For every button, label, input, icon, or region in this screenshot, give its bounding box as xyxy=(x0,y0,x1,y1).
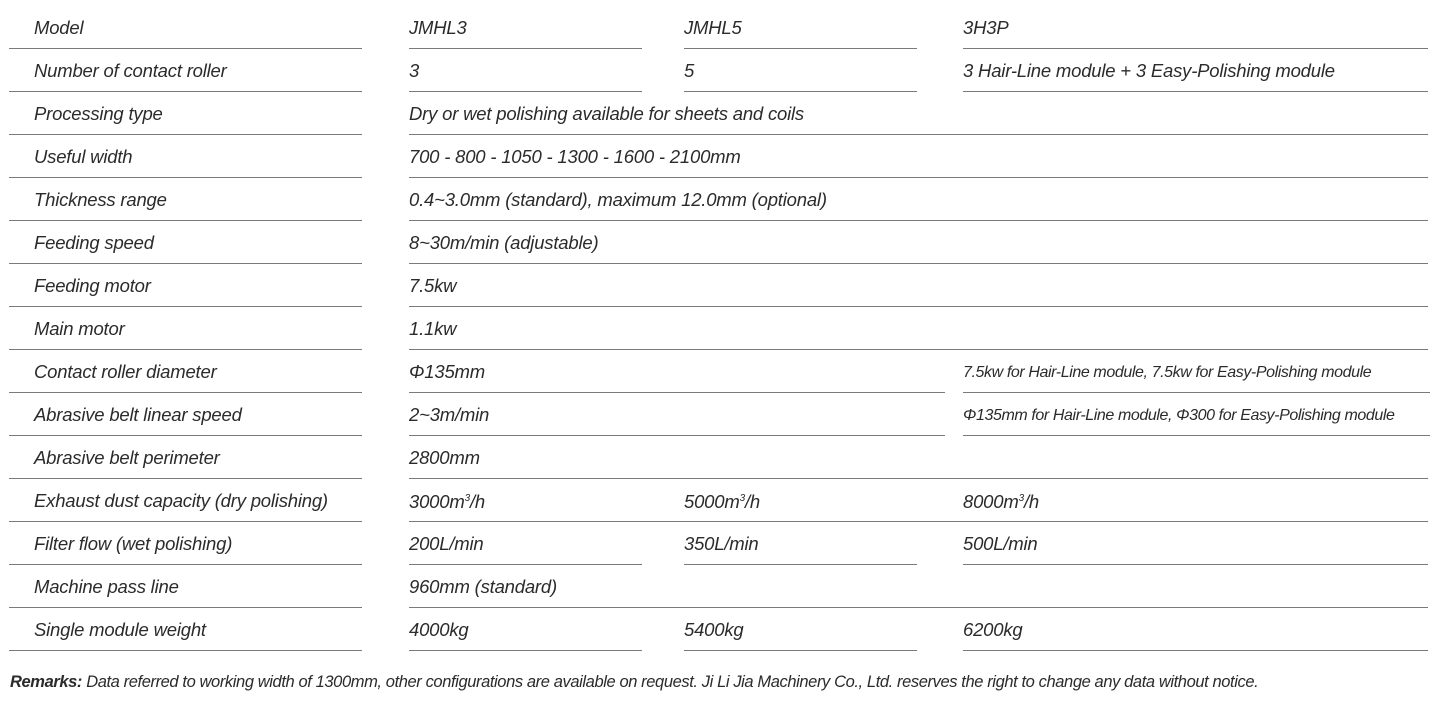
value-text: 5 xyxy=(684,60,695,81)
value-text xyxy=(409,491,485,513)
spec-value-all xyxy=(409,436,1428,479)
spec-row-machine-pass-line xyxy=(0,565,1448,608)
value-text: 6200kg xyxy=(963,619,1023,640)
value-text: 1.1kw xyxy=(409,318,457,339)
label-text: Feeding motor xyxy=(34,275,151,296)
spec-value-jmhl3 xyxy=(409,6,642,49)
value-text: Φ135mm for Hair-Line module, Φ300 for Easy-Polishing module xyxy=(963,407,1395,424)
label-text: Single module weight xyxy=(34,619,206,640)
spec-value-3h3p xyxy=(963,6,1428,49)
spec-row-model xyxy=(0,6,1448,49)
label-text: Abrasive belt perimeter xyxy=(34,447,220,468)
spec-label xyxy=(9,307,362,350)
label-text: Exhaust dust capacity (dry polishing) xyxy=(34,490,328,511)
value-text: 7.5kw xyxy=(409,275,457,296)
unit-superscript: 3 xyxy=(1018,493,1024,504)
spec-value-jmhl3 xyxy=(409,608,642,651)
spec-label xyxy=(9,178,362,221)
spec-value-3h3p xyxy=(963,49,1428,92)
value-text: 2~3m/min xyxy=(409,404,490,425)
value-text: 4000kg xyxy=(409,619,469,640)
label-text: Feeding speed xyxy=(34,232,154,253)
value-text xyxy=(963,491,1039,513)
label-text: Main motor xyxy=(34,318,125,339)
unit-superscript: 3 xyxy=(464,493,470,504)
unit-superscript: 3 xyxy=(739,493,745,504)
spec-label xyxy=(9,92,362,135)
value-number: 8000m xyxy=(963,491,1019,512)
value-number: 5000m xyxy=(684,491,740,512)
label-text: Useful width xyxy=(34,146,133,167)
unit-suffix: /h xyxy=(469,491,485,512)
spec-value-3h3p xyxy=(963,350,1430,393)
spec-row-number-of-contact-roller xyxy=(0,49,1448,92)
label-text: Machine pass line xyxy=(34,576,179,597)
unit-suffix: /h xyxy=(744,491,760,512)
spec-value-jmhl5 xyxy=(684,522,917,565)
label-text: Contact roller diameter xyxy=(34,361,217,382)
value-text: Φ135mm xyxy=(409,361,485,382)
label-text: Processing type xyxy=(34,103,163,124)
spec-value-all xyxy=(409,565,1428,608)
remarks-title: Remarks: xyxy=(10,673,83,691)
spec-row-filter-flow xyxy=(0,522,1448,565)
spec-row-thickness-range xyxy=(0,178,1448,221)
value-text: 3H3P xyxy=(963,17,1009,38)
value-text: JMHL3 xyxy=(409,17,467,38)
spec-label xyxy=(9,393,362,436)
value-text: 500L/min xyxy=(963,533,1038,554)
spec-row-abrasive-belt-perimeter xyxy=(0,436,1448,479)
spec-row-feeding-motor xyxy=(0,264,1448,307)
value-text: 7.5kw for Hair-Line module, 7.5kw for Easy-Polishing module xyxy=(963,364,1372,381)
spec-value-3h3p xyxy=(963,608,1428,651)
spec-row-feeding-speed xyxy=(0,221,1448,264)
spec-value-all xyxy=(409,264,1428,307)
remarks-text: Data referred to working width of 1300mm, other configurations are available on request. Ji Li Jia Machinery Co., Ltd. reserves the right to change any data without notice. xyxy=(82,673,1259,691)
spec-label xyxy=(9,264,362,307)
spec-row-contact-roller-diameter xyxy=(0,350,1448,393)
value-text: 700 - 800 - 1050 - 1300 - 1600 - 2100mm xyxy=(409,146,741,167)
spec-value-3h3p xyxy=(963,479,1428,522)
value-text: 2800mm xyxy=(409,447,480,468)
spec-label xyxy=(9,565,362,608)
spec-value-jmhl5 xyxy=(684,6,917,49)
spec-value-all xyxy=(409,135,1428,178)
value-text: 3 Hair-Line module + 3 Easy-Polishing module xyxy=(963,60,1335,81)
value-text: 8~30m/min (adjustable) xyxy=(409,232,599,253)
spec-label xyxy=(9,350,362,393)
spec-value-jmhl3 xyxy=(409,49,642,92)
spec-row-processing-type xyxy=(0,92,1448,135)
spec-value-jmhl xyxy=(409,350,945,393)
value-text xyxy=(684,491,760,513)
label-text: Filter flow (wet polishing) xyxy=(34,533,233,554)
value-text: JMHL5 xyxy=(684,17,742,38)
spec-label xyxy=(9,6,362,49)
value-text: Dry or wet polishing available for sheets and coils xyxy=(409,103,804,124)
spec-value-jmhl3 xyxy=(409,479,642,522)
value-number: 3000m xyxy=(409,491,465,512)
value-text: 3 xyxy=(409,60,420,81)
spec-value-jmhl5 xyxy=(684,608,917,651)
spec-row-single-module-weight xyxy=(0,608,1448,651)
spec-label xyxy=(9,522,362,565)
spec-value-jmhl xyxy=(409,393,945,436)
spec-value-jmhl3 xyxy=(409,522,642,565)
spec-row-useful-width xyxy=(0,135,1448,178)
spec-row-exhaust-dust-capacity xyxy=(0,479,1448,522)
label-text: Abrasive belt linear speed xyxy=(34,404,242,425)
unit-suffix: /h xyxy=(1023,491,1039,512)
spec-label xyxy=(9,479,362,522)
spec-label xyxy=(9,436,362,479)
spec-label xyxy=(9,608,362,651)
spec-label xyxy=(9,221,362,264)
value-text: 350L/min xyxy=(684,533,759,554)
spec-value-3h3p xyxy=(963,393,1430,436)
spec-value-jmhl5 xyxy=(684,479,917,522)
spec-label xyxy=(9,49,362,92)
spec-value-all xyxy=(409,92,1428,135)
spec-row-abrasive-belt-linear-speed xyxy=(0,393,1448,436)
value-text: 5400kg xyxy=(684,619,744,640)
label-text: Number of contact roller xyxy=(34,60,227,81)
label-text: Thickness range xyxy=(34,189,167,210)
spec-row-main-motor xyxy=(0,307,1448,350)
value-text: 200L/min xyxy=(409,533,484,554)
spec-label xyxy=(9,135,362,178)
spec-value-3h3p xyxy=(963,522,1428,565)
spec-value-all xyxy=(409,307,1428,350)
spec-value-all xyxy=(409,221,1428,264)
value-text: 960mm (standard) xyxy=(409,576,557,597)
value-text: 0.4~3.0mm (standard), maximum 12.0mm (optional) xyxy=(409,189,827,210)
spec-value-jmhl5 xyxy=(684,49,917,92)
spec-value-all xyxy=(409,178,1428,221)
remarks-note xyxy=(10,673,1258,692)
label-text: Model xyxy=(34,17,84,38)
